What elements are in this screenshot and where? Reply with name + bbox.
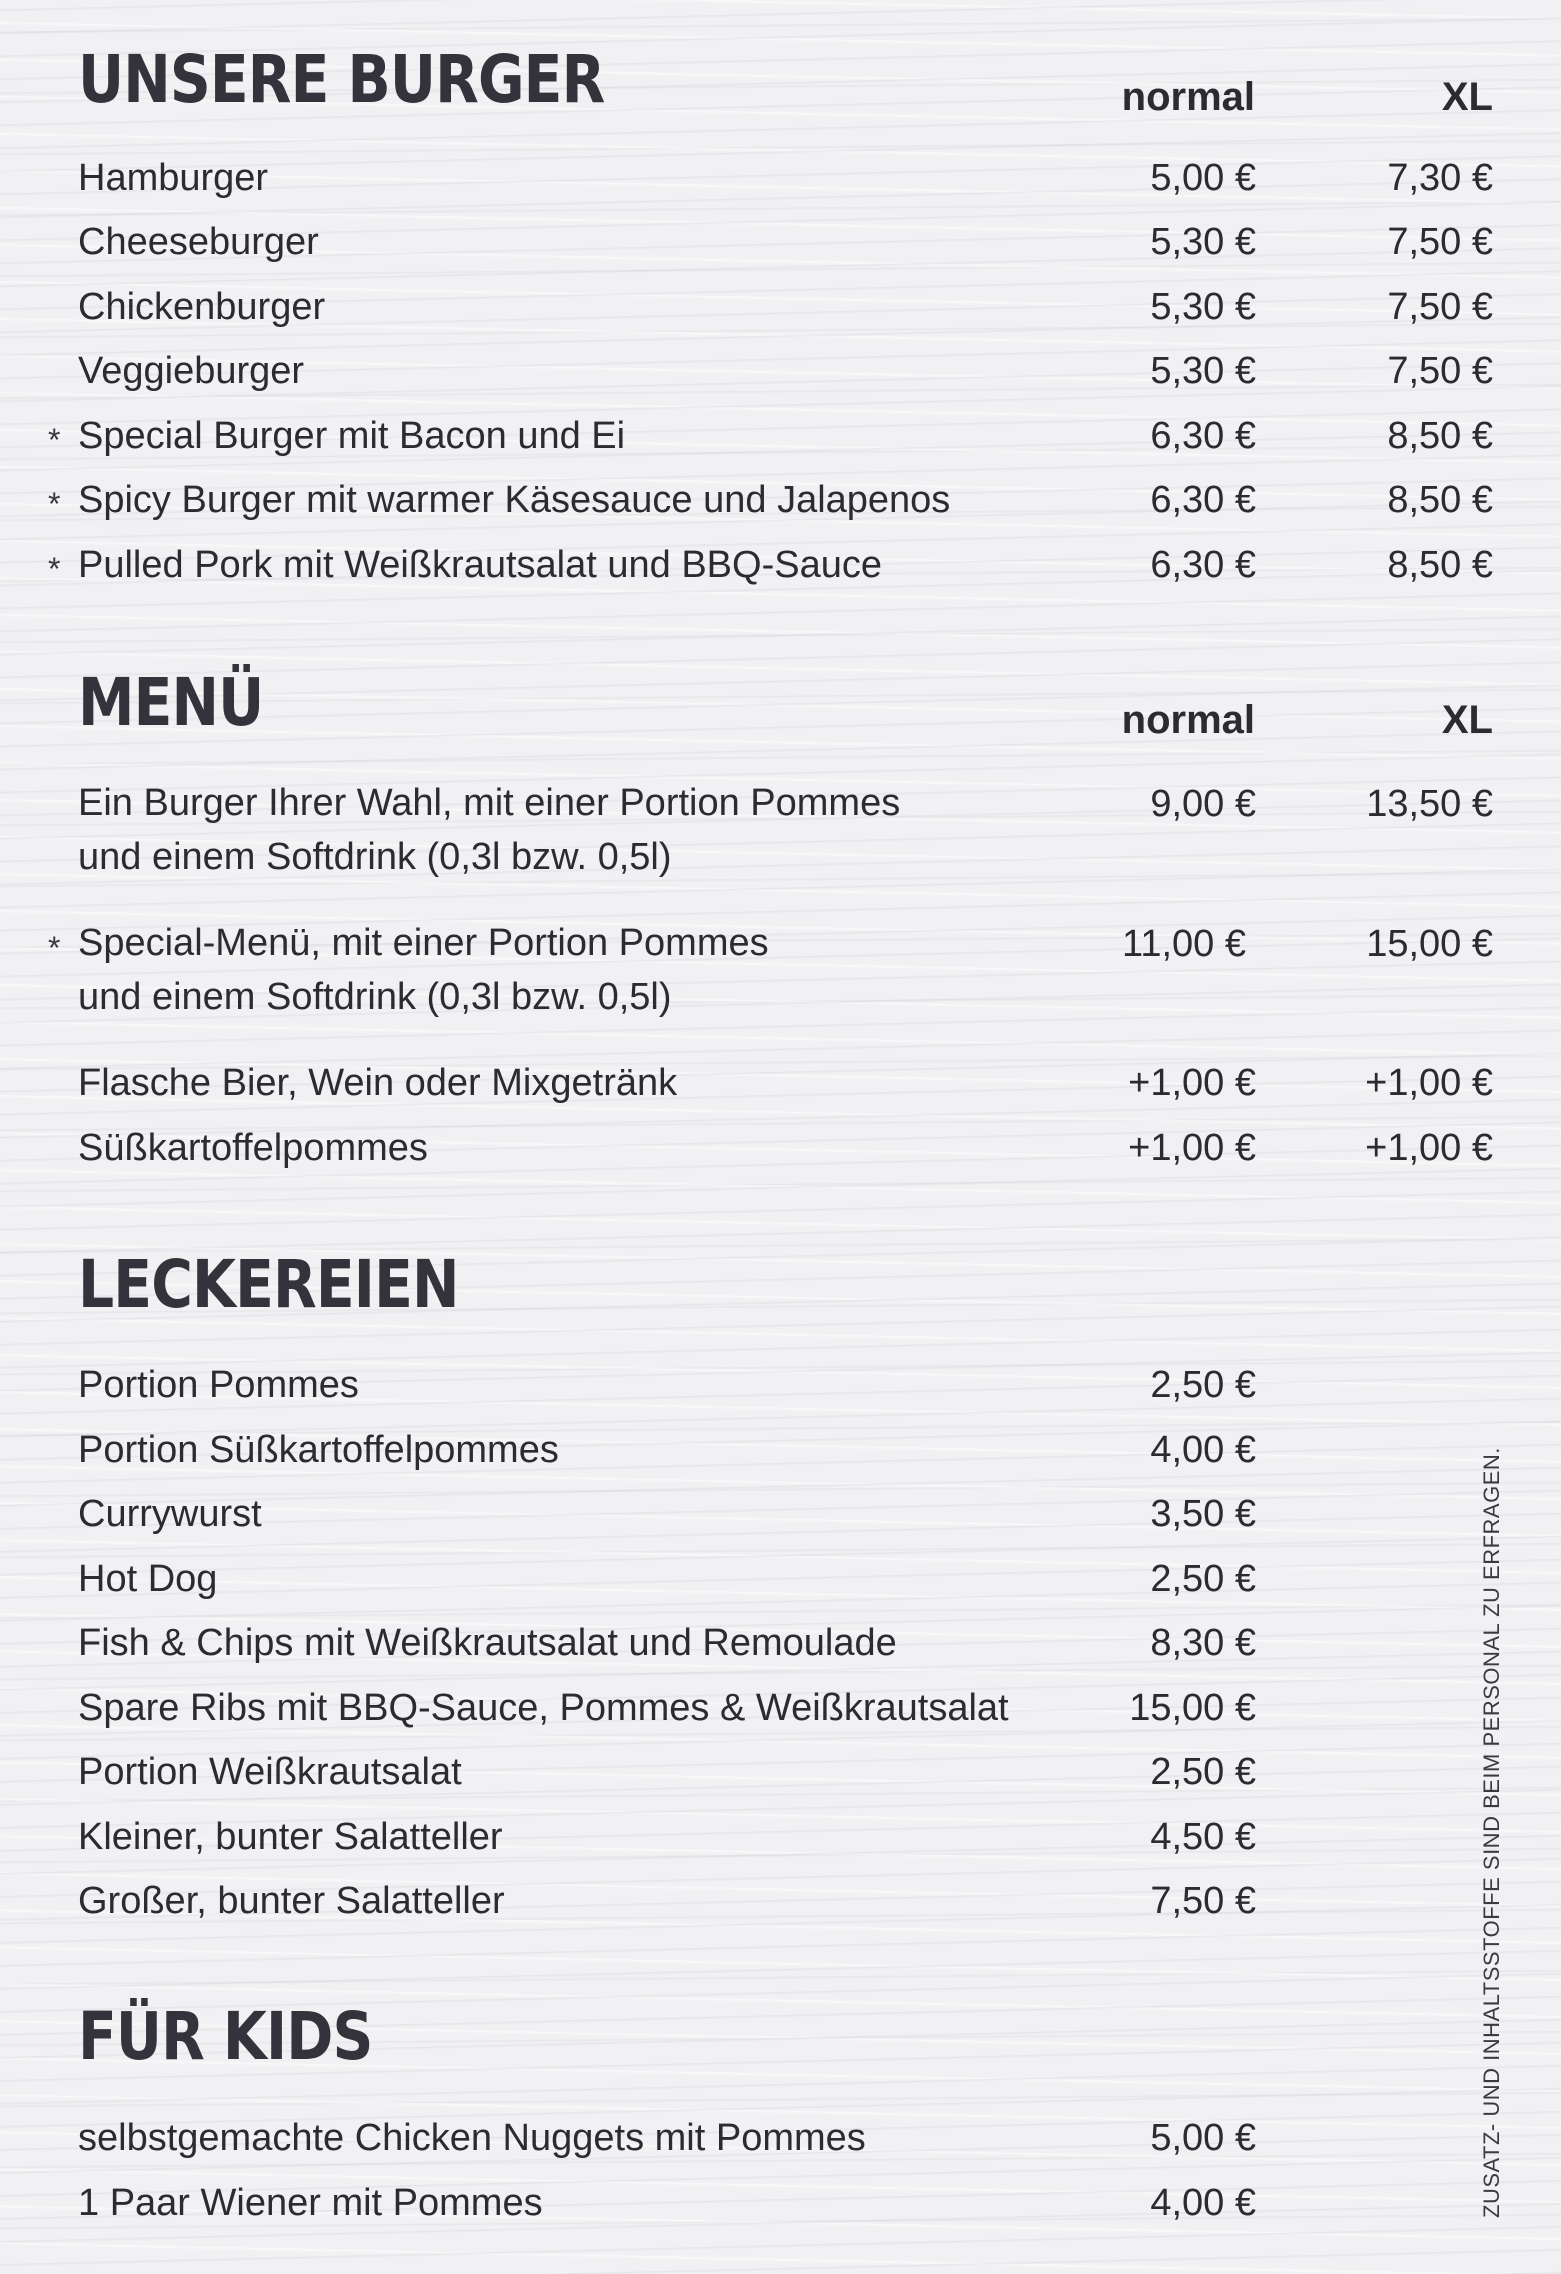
item-name: Hamburger	[78, 157, 269, 199]
price-normal: 5,00 €	[1150, 157, 1256, 199]
column-header-normal: normal	[1121, 698, 1255, 742]
item-name: Süßkartoffelpommes	[78, 1127, 428, 1169]
menu-item-row	[0, 776, 1561, 892]
price: 2,50 €	[1150, 1751, 1256, 1793]
column-header-xl: XL	[1441, 698, 1493, 742]
menu-item-row	[0, 1422, 1561, 1482]
section-title-leckereien: LECKEREIEN	[78, 1246, 459, 1323]
menu-item-row	[0, 1120, 1561, 1180]
item-name	[78, 916, 1038, 1024]
price: 2,50 €	[1150, 1364, 1256, 1406]
item-name: Spicy Burger mit warmer Käsesauce und Jalapenos	[78, 479, 951, 521]
menu-item-row	[0, 1055, 1561, 1115]
allergen-notice: ZUSATZ- UND INHALTSSTOFFE SIND BEIM PERSONAL ZU ERFRAGEN.	[1479, 1447, 1504, 2218]
menu-item-row	[0, 408, 1561, 468]
menu-item-row	[0, 1873, 1561, 1933]
column-header-xl: XL	[1441, 75, 1493, 119]
price-normal: +1,00 €	[1128, 1127, 1256, 1169]
price: 15,00 €	[1129, 1687, 1256, 1729]
menu-item-row	[0, 1744, 1561, 1804]
menu-item-row	[0, 472, 1561, 532]
star-marker: *	[48, 422, 61, 458]
price: 4,50 €	[1150, 1816, 1256, 1858]
menu-item-row	[0, 150, 1561, 210]
menu-item-row	[0, 1809, 1561, 1869]
item-name: Fish & Chips mit Weißkrautsalat und Remoulade	[78, 1622, 897, 1664]
menu-item-row	[0, 2110, 1561, 2170]
price: 2,50 €	[1150, 1558, 1256, 1600]
item-name: Kleiner, bunter Salatteller	[78, 1816, 503, 1858]
price-normal: +1,00 €	[1128, 1062, 1256, 1104]
item-name: Hot Dog	[78, 1558, 218, 1600]
menu-item-row	[0, 1486, 1561, 1546]
item-name: 1 Paar Wiener mit Pommes	[78, 2182, 543, 2224]
price-xl: 8,50 €	[1387, 479, 1493, 521]
menu-item-row	[0, 537, 1561, 597]
item-name: Chickenburger	[78, 286, 326, 328]
price: 8,30 €	[1150, 1622, 1256, 1664]
item-name-line-2: und einem Softdrink (0,3l bzw. 0,5l)	[78, 976, 672, 1018]
price: 3,50 €	[1150, 1493, 1256, 1535]
item-name: Cheeseburger	[78, 221, 319, 263]
price-normal: 6,30 €	[1150, 415, 1256, 457]
menu-item-row	[0, 1680, 1561, 1740]
price-normal: 5,30 €	[1150, 286, 1256, 328]
star-marker: *	[48, 551, 61, 587]
item-name: Portion Weißkrautsalat	[78, 1751, 462, 1793]
price-xl: 15,00 €	[1366, 923, 1493, 965]
item-name-line-1: Ein Burger Ihrer Wahl, mit einer Portion Pommes	[78, 782, 901, 824]
item-name: Portion Pommes	[78, 1364, 359, 1406]
price-normal: 5,30 €	[1150, 350, 1256, 392]
menu-item-row	[0, 279, 1561, 339]
menu-item-row	[0, 1551, 1561, 1611]
menu-item-row	[0, 1615, 1561, 1675]
menu-item-row	[0, 916, 1561, 1032]
menu-item-row	[0, 2175, 1561, 2235]
price-normal: 6,30 €	[1150, 544, 1256, 586]
section-title-menu: MENÜ	[78, 664, 264, 741]
section-title-kids: FÜR KIDS	[78, 1998, 373, 2075]
menu-item-row	[0, 343, 1561, 403]
item-name: Portion Süßkartoffelpommes	[78, 1429, 559, 1471]
item-name: Currywurst	[78, 1493, 262, 1535]
item-name: Flasche Bier, Wein oder Mixgetränk	[78, 1062, 678, 1104]
item-name: Special Burger mit Bacon und Ei	[78, 415, 626, 457]
star-marker: *	[48, 930, 61, 966]
price-xl: 8,50 €	[1387, 415, 1493, 457]
column-header-normal: normal	[1121, 75, 1255, 119]
item-name: selbstgemachte Chicken Nuggets mit Pommes	[78, 2117, 866, 2159]
menu-item-row	[0, 214, 1561, 274]
price-normal: 9,00 €	[1150, 783, 1256, 825]
star-marker: *	[48, 486, 61, 522]
price-normal: 5,30 €	[1150, 221, 1256, 263]
price-xl: +1,00 €	[1365, 1127, 1493, 1169]
price-xl: 13,50 €	[1366, 783, 1493, 825]
section-title-burger: UNSERE BURGER	[78, 41, 605, 118]
price-xl: 7,50 €	[1387, 221, 1493, 263]
item-name-line-2: und einem Softdrink (0,3l bzw. 0,5l)	[78, 836, 672, 878]
price-normal: 6,30 €	[1150, 479, 1256, 521]
price: 4,00 €	[1150, 2182, 1256, 2224]
item-name: Spare Ribs mit BBQ-Sauce, Pommes & Weißkrautsalat	[78, 1687, 1009, 1729]
item-name: Veggieburger	[78, 350, 305, 392]
price-xl: 7,50 €	[1387, 350, 1493, 392]
price: 7,50 €	[1150, 1880, 1256, 1922]
item-name	[78, 776, 1038, 884]
price-xl: 7,50 €	[1387, 286, 1493, 328]
price-xl: 7,30 €	[1387, 157, 1493, 199]
item-name: Pulled Pork mit Weißkrautsalat und BBQ-Sauce	[78, 544, 882, 586]
item-name-line-1: Special-Menü, mit einer Portion Pommes	[78, 922, 769, 964]
item-name: Großer, bunter Salatteller	[78, 1880, 505, 1922]
menu-item-row	[0, 1357, 1561, 1417]
price-xl: 8,50 €	[1387, 544, 1493, 586]
price-xl: +1,00 €	[1365, 1062, 1493, 1104]
price: 4,00 €	[1150, 1429, 1256, 1471]
price-normal: 11,00 €	[1122, 923, 1246, 965]
price: 5,00 €	[1150, 2117, 1256, 2159]
